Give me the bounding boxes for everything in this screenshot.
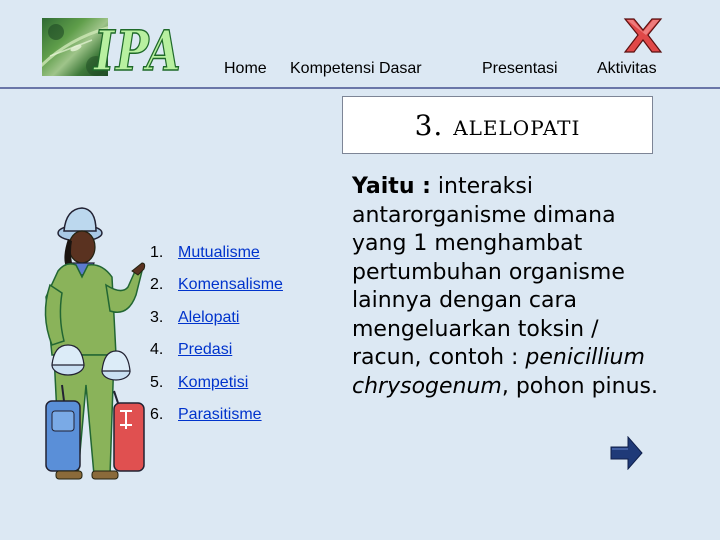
nav-kompetensi-dasar[interactable]: Kompetensi Dasar — [290, 60, 422, 77]
link-alelopati[interactable]: Alelopati — [178, 308, 240, 326]
arrow-right-icon[interactable] — [610, 436, 643, 470]
logo-text: IPA — [94, 20, 182, 84]
slide-title: 3. alelopati — [414, 109, 581, 142]
definition-body-1: interaksi antarorganisme dimana yang 1 menghambat pertumbuhan organisme lainnya dengan cara mengeluarkan toksin / racun, contoh : — [352, 174, 625, 370]
list-number: 5. — [150, 373, 164, 391]
definition-body-2: , pohon pinus. — [501, 373, 659, 399]
link-komensalisme[interactable]: Komensalisme — [178, 276, 283, 294]
definition-example-italic: penicillium chrysogenum — [352, 345, 645, 399]
nav-aktivitas[interactable]: Aktivitas — [597, 60, 657, 77]
link-kompetisi[interactable]: Kompetisi — [178, 373, 249, 391]
list-number: 2. — [150, 276, 164, 294]
list-number: 4. — [150, 341, 164, 359]
definition-lead: Yaitu : — [352, 174, 431, 199]
link-parasitisme[interactable]: Parasitisme — [178, 405, 262, 423]
nav-presentasi[interactable]: Presentasi — [482, 60, 558, 77]
nav-home[interactable]: Home — [224, 60, 267, 77]
slide-title-box — [342, 96, 653, 154]
link-predasi[interactable]: Predasi — [178, 341, 233, 359]
list-number: 6. — [150, 405, 164, 423]
definition-text — [352, 173, 662, 401]
list-number: 1. — [150, 244, 164, 261]
nav-divider — [0, 87, 720, 89]
top-nav — [0, 60, 720, 82]
list-number: 3. — [150, 308, 164, 326]
link-mutualisme[interactable]: Mutualisme — [178, 244, 260, 261]
explorer-clipart-icon — [36, 205, 148, 483]
close-x-icon[interactable] — [622, 16, 664, 56]
